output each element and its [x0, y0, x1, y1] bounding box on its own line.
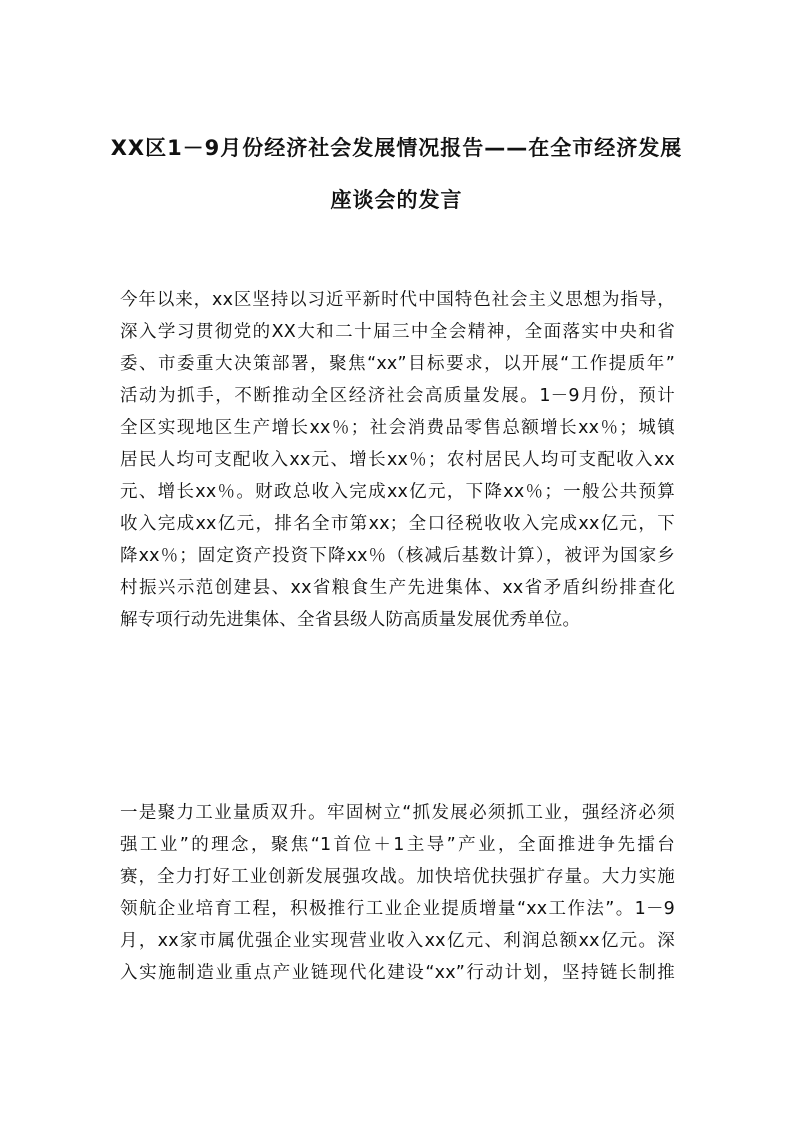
paragraph-line: 全区实现地区生产增长xx％；社会消费品零售总额增长xx％；城镇 [120, 418, 675, 438]
paragraph-line: 深入学习贯彻党的XX大和二十届三中全会精神，全面落实中央和省 [120, 322, 675, 342]
paragraph-line: 委、市委重大决策部署，聚焦“xx”目标要求，以开展“工作提质年” [120, 354, 675, 374]
paragraph-line: 元、增长xx％。财政总收入完成xx亿元，下降xx％；一般公共预算 [120, 482, 675, 502]
paragraph-line: 赛，全力打好工业创新发展强攻战。加快培优扶强扩存量。大力实施 [120, 867, 675, 887]
paragraph-line: 领航企业培育工程，积极推行工业企业提质增量“xx工作法”。1－9 [120, 899, 675, 919]
paragraph-overview [120, 284, 675, 636]
paragraph-line: 活动为抓手，不断推动全区经济社会高质量发展。1－9月份，预计 [120, 386, 675, 406]
title-line-2: 座谈会的发言 [330, 188, 463, 212]
paragraph-line: 强工业”的理念，聚焦“1首位＋1主导”产业，全面推进争先擂台 [120, 835, 675, 855]
paragraph-line: 收入完成xx亿元，排名全市第xx；全口径税收收入完成xx亿元，下 [120, 514, 675, 534]
title-line-1: XX区1－9月份经济社会发展情况报告——在全市经济发展 [110, 136, 683, 160]
paragraph-line: 降xx％；固定资产投资下降xx％（核减后基数计算），被评为国家乡 [120, 546, 675, 566]
paragraph-line: 村振兴示范创建县、xx省粮食生产先进集体、xx省矛盾纠纷排查化 [120, 578, 675, 598]
paragraph-line: 今年以来，xx区坚持以习近平新时代中国特色社会主义思想为指导， [120, 290, 675, 310]
paragraph-line: 月，xx家市属优强企业实现营业收入xx亿元、利润总额xx亿元。深 [120, 931, 675, 951]
paragraph-line: 解专项行动先进集体、全省县级人防高质量发展优秀单位。 [120, 610, 581, 630]
document-title [100, 122, 693, 226]
paragraph-line: 入实施制造业重点产业链现代化建设“xx”行动计划，坚持链长制推 [120, 963, 675, 983]
paragraph-line: 居民人均可支配收入xx元、增长xx％；农村居民人均可支配收入xx [120, 450, 675, 470]
paragraph-industry [120, 797, 675, 989]
paragraph-line: 一是聚力工业量质双升。牢固树立“抓发展必须抓工业，强经济必须 [120, 803, 675, 823]
